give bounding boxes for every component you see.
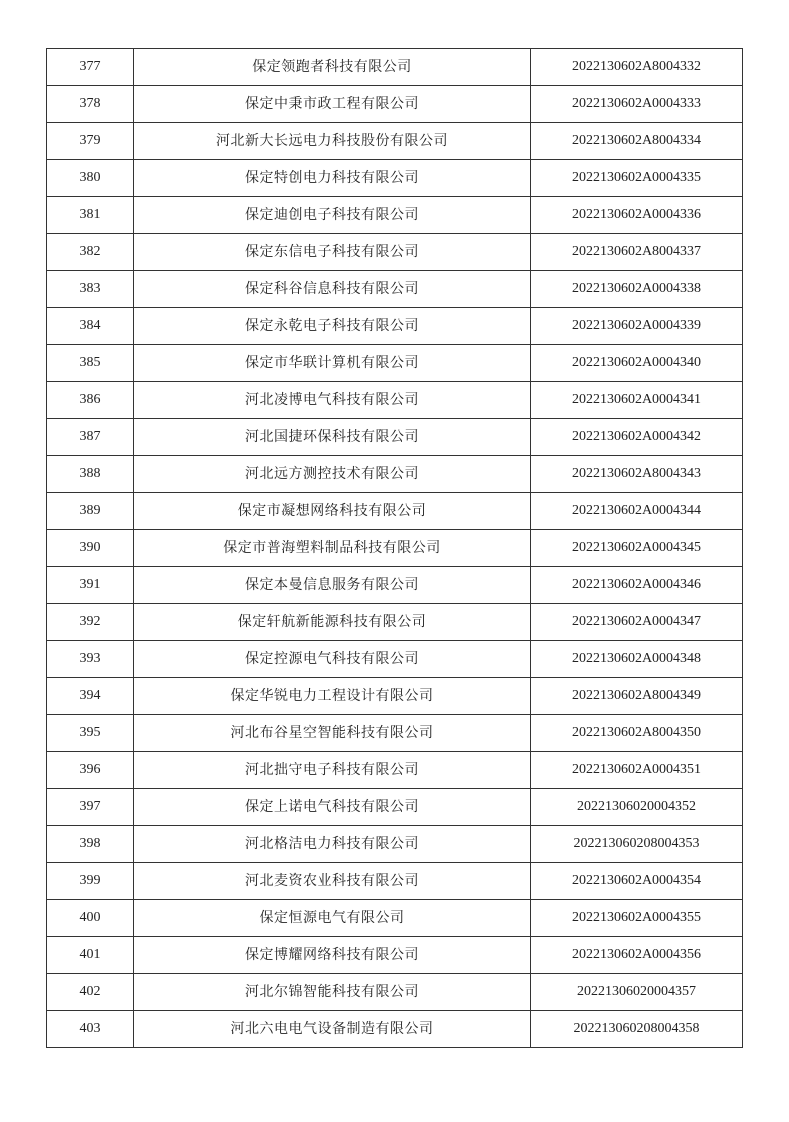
table-row xyxy=(47,974,743,1011)
company-name-cell: 保定市普海塑料制品科技有限公司 xyxy=(134,530,531,567)
company-name-cell: 保定东信电子科技有限公司 xyxy=(134,234,531,271)
table-row xyxy=(47,197,743,234)
registration-code-cell: 2022130602A0004336 xyxy=(531,197,743,234)
table-row xyxy=(47,493,743,530)
row-number-cell: 397 xyxy=(47,789,134,826)
table-row xyxy=(47,271,743,308)
company-name-cell: 保定领跑者科技有限公司 xyxy=(134,49,531,86)
row-number-cell: 390 xyxy=(47,530,134,567)
registration-code-cell: 2022130602A0004338 xyxy=(531,271,743,308)
company-registry-table xyxy=(46,48,743,1048)
row-number-cell: 393 xyxy=(47,641,134,678)
registration-code-cell: 202213060208004358 xyxy=(531,1011,743,1048)
registration-code-cell: 20221306020004352 xyxy=(531,789,743,826)
row-number-cell: 385 xyxy=(47,345,134,382)
row-number-cell: 384 xyxy=(47,308,134,345)
table-row xyxy=(47,900,743,937)
row-number-cell: 386 xyxy=(47,382,134,419)
table-row xyxy=(47,752,743,789)
registration-code-cell: 2022130602A8004334 xyxy=(531,123,743,160)
registration-code-cell: 2022130602A0004333 xyxy=(531,86,743,123)
company-name-cell: 保定科谷信息科技有限公司 xyxy=(134,271,531,308)
company-name-cell: 河北拙守电子科技有限公司 xyxy=(134,752,531,789)
table-row xyxy=(47,826,743,863)
company-name-cell: 河北尔锦智能科技有限公司 xyxy=(134,974,531,1011)
company-name-cell: 保定本曼信息服务有限公司 xyxy=(134,567,531,604)
row-number-cell: 388 xyxy=(47,456,134,493)
row-number-cell: 394 xyxy=(47,678,134,715)
registration-code-cell: 2022130602A8004337 xyxy=(531,234,743,271)
registration-code-cell: 2022130602A0004345 xyxy=(531,530,743,567)
table-row xyxy=(47,789,743,826)
row-number-cell: 391 xyxy=(47,567,134,604)
row-number-cell: 395 xyxy=(47,715,134,752)
table-row xyxy=(47,382,743,419)
row-number-cell: 398 xyxy=(47,826,134,863)
company-name-cell: 保定上诺电气科技有限公司 xyxy=(134,789,531,826)
registration-code-cell: 2022130602A0004351 xyxy=(531,752,743,789)
table-row xyxy=(47,567,743,604)
registration-code-cell: 2022130602A0004346 xyxy=(531,567,743,604)
company-name-cell: 保定中秉市政工程有限公司 xyxy=(134,86,531,123)
row-number-cell: 383 xyxy=(47,271,134,308)
company-name-cell: 保定迪创电子科技有限公司 xyxy=(134,197,531,234)
company-name-cell: 河北国捷环保科技有限公司 xyxy=(134,419,531,456)
table-row xyxy=(47,456,743,493)
company-name-cell: 河北新大长远电力科技股份有限公司 xyxy=(134,123,531,160)
row-number-cell: 400 xyxy=(47,900,134,937)
row-number-cell: 382 xyxy=(47,234,134,271)
registration-code-cell: 2022130602A0004347 xyxy=(531,604,743,641)
company-name-cell: 河北六电电气设备制造有限公司 xyxy=(134,1011,531,1048)
row-number-cell: 392 xyxy=(47,604,134,641)
table-row xyxy=(47,641,743,678)
registration-code-cell: 2022130602A8004332 xyxy=(531,49,743,86)
registration-code-cell: 2022130602A0004340 xyxy=(531,345,743,382)
table-row xyxy=(47,86,743,123)
row-number-cell: 403 xyxy=(47,1011,134,1048)
table-row xyxy=(47,604,743,641)
registration-code-cell: 202213060208004353 xyxy=(531,826,743,863)
table-row xyxy=(47,530,743,567)
company-name-cell: 河北远方测控技术有限公司 xyxy=(134,456,531,493)
table-row xyxy=(47,1011,743,1048)
registration-code-cell: 2022130602A0004342 xyxy=(531,419,743,456)
registration-code-cell: 20221306020004357 xyxy=(531,974,743,1011)
row-number-cell: 378 xyxy=(47,86,134,123)
company-name-cell: 保定控源电气科技有限公司 xyxy=(134,641,531,678)
row-number-cell: 380 xyxy=(47,160,134,197)
registration-code-cell: 2022130602A8004343 xyxy=(531,456,743,493)
registration-code-cell: 2022130602A8004350 xyxy=(531,715,743,752)
company-name-cell: 保定永乾电子科技有限公司 xyxy=(134,308,531,345)
company-name-cell: 保定华锐电力工程设计有限公司 xyxy=(134,678,531,715)
table-row xyxy=(47,345,743,382)
company-name-cell: 保定特创电力科技有限公司 xyxy=(134,160,531,197)
table-row xyxy=(47,123,743,160)
registration-code-cell: 2022130602A0004354 xyxy=(531,863,743,900)
registration-code-cell: 2022130602A8004349 xyxy=(531,678,743,715)
table-row xyxy=(47,160,743,197)
registration-code-cell: 2022130602A0004335 xyxy=(531,160,743,197)
row-number-cell: 401 xyxy=(47,937,134,974)
registration-code-cell: 2022130602A0004355 xyxy=(531,900,743,937)
row-number-cell: 389 xyxy=(47,493,134,530)
row-number-cell: 379 xyxy=(47,123,134,160)
table-row xyxy=(47,678,743,715)
table-row xyxy=(47,715,743,752)
company-name-cell: 保定市华联计算机有限公司 xyxy=(134,345,531,382)
row-number-cell: 387 xyxy=(47,419,134,456)
company-name-cell: 河北麦资农业科技有限公司 xyxy=(134,863,531,900)
row-number-cell: 402 xyxy=(47,974,134,1011)
table-row xyxy=(47,419,743,456)
company-name-cell: 河北布谷星空智能科技有限公司 xyxy=(134,715,531,752)
registration-code-cell: 2022130602A0004348 xyxy=(531,641,743,678)
table-row xyxy=(47,234,743,271)
table-row xyxy=(47,49,743,86)
row-number-cell: 396 xyxy=(47,752,134,789)
row-number-cell: 399 xyxy=(47,863,134,900)
registration-code-cell: 2022130602A0004339 xyxy=(531,308,743,345)
company-name-cell: 保定博耀网络科技有限公司 xyxy=(134,937,531,974)
company-name-cell: 保定恒源电气有限公司 xyxy=(134,900,531,937)
company-name-cell: 河北凌博电气科技有限公司 xyxy=(134,382,531,419)
registry-table-body xyxy=(47,49,743,1048)
table-row xyxy=(47,863,743,900)
row-number-cell: 377 xyxy=(47,49,134,86)
registration-code-cell: 2022130602A0004341 xyxy=(531,382,743,419)
table-row xyxy=(47,937,743,974)
row-number-cell: 381 xyxy=(47,197,134,234)
company-name-cell: 保定市凝想网络科技有限公司 xyxy=(134,493,531,530)
company-name-cell: 河北格洁电力科技有限公司 xyxy=(134,826,531,863)
registration-code-cell: 2022130602A0004344 xyxy=(531,493,743,530)
company-name-cell: 保定轩航新能源科技有限公司 xyxy=(134,604,531,641)
table-row xyxy=(47,308,743,345)
registration-code-cell: 2022130602A0004356 xyxy=(531,937,743,974)
